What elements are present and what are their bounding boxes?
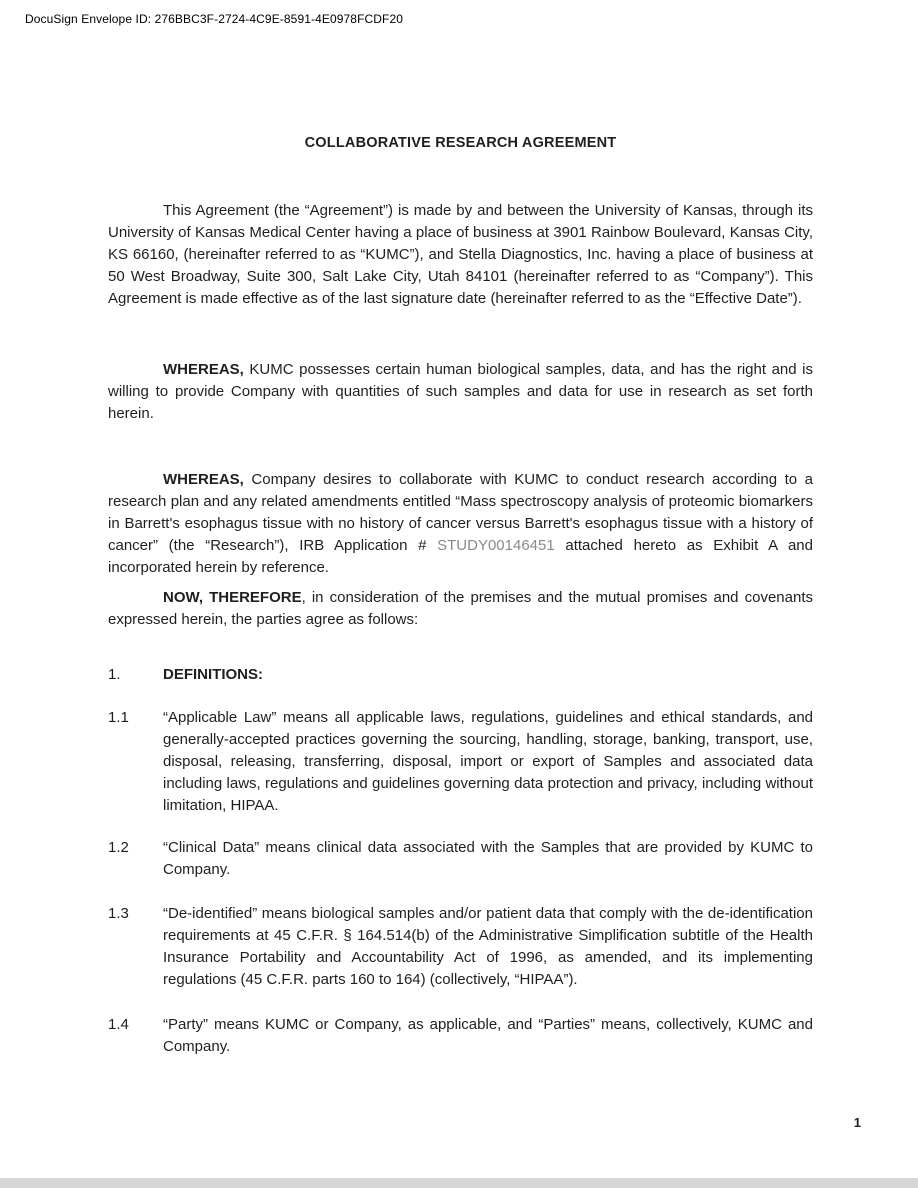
now-therefore-body: , in consideration of the premises and the mutual promises and covenants expressed herein, the parties agree as follows:	[108, 589, 813, 628]
irb-study-number-field: STUDY00146451	[437, 537, 555, 554]
definition-text: “Party” means KUMC or Company, as applicable, and “Parties” means, collectively, KUMC and Company.	[163, 1016, 813, 1055]
page-bottom-edge	[0, 1178, 918, 1188]
intro-paragraph-text: This Agreement (the “Agreement”) is made by and between the University of Kansas, through its University of Kansas Medical Center having a place of business at 3901 Rainbow Boulevard, Kansas City, KS 66160, (hereinafter referred to as “KUMC”), and Stella Diagnostics, Inc. having a place of business at 50 West Broadway, Suite 300, Salt Lake City, Utah 84101 (hereinafter referred to as “Company”). This Agreement is made effective as of the last signature date (hereinafter referred to as the “Effective Date”).	[108, 202, 813, 307]
definition-number: 1.3	[108, 905, 129, 922]
whereas-2-body-after: attached hereto as Exhibit A and incorporated herein by reference.	[108, 537, 813, 576]
now-therefore-clause	[108, 587, 813, 631]
whereas-2-body-before: Company desires to collaborate with KUMC to conduct research according to a research plan and any related amendments entitled “Mass spectroscopy analysis of proteomic biomarkers in Barrett's esophagus tissue with no history of cancer versus Barrett's esophagus tissue with a history of cancer” (the “Research”), IRB Application #	[108, 471, 813, 554]
definition-number: 1.4	[108, 1016, 129, 1033]
definition-number: 1.2	[108, 839, 129, 856]
now-therefore-lead: NOW, THEREFORE	[163, 589, 302, 606]
definitions-section-heading	[108, 664, 813, 686]
section-number: 1.	[108, 666, 121, 683]
page-title: COLLABORATIVE RESEARCH AGREEMENT	[304, 135, 617, 151]
page-number: 1	[853, 1115, 861, 1130]
whereas-clause-1	[108, 359, 813, 425]
definition-text: “Applicable Law” means all applicable laws, regulations, guidelines and ethical standards, and generally-accepted practices governing the sourcing, handling, storage, banking, transport, use, disposal, releasing, transferring, disposal, import or export of Samples and associated data including laws, regulations and guidelines governing data protection and privacy, including without limitation, HIPAA.	[163, 709, 813, 814]
definition-item	[108, 837, 813, 881]
whereas-1-body: KUMC possesses certain human biological samples, data, and has the right and is willing to provide Company with quantities of such samples and data for use in research as set forth herein.	[108, 361, 813, 422]
definition-text: “Clinical Data” means clinical data associated with the Samples that are provided by KUMC to Company.	[163, 839, 813, 878]
definition-item	[108, 1014, 813, 1058]
intro-paragraph	[108, 200, 813, 310]
document-body	[108, 132, 813, 1058]
definition-text: “De-identified” means biological samples and/or patient data that comply with the de-identification requirements at 45 C.F.R. § 164.514(b) of the Administrative Simplification subtitle of the Health Insurance Portability and Accountability Act of 1996, as amended, and its implementing regulations (45 C.F.R. parts 160 to 164) (collectively, “HIPAA”).	[163, 905, 813, 988]
definition-item	[108, 903, 813, 991]
definition-number: 1.1	[108, 709, 129, 726]
whereas-clause-2	[108, 469, 813, 579]
definition-item	[108, 707, 813, 817]
docusign-envelope-id: DocuSign Envelope ID: 276BBC3F-2724-4C9E-8591-4E0978FCDF20	[25, 12, 404, 26]
section-heading-label: DEFINITIONS:	[163, 666, 263, 683]
whereas-2-lead: WHEREAS,	[163, 471, 244, 488]
whereas-1-lead: WHEREAS,	[163, 361, 244, 378]
